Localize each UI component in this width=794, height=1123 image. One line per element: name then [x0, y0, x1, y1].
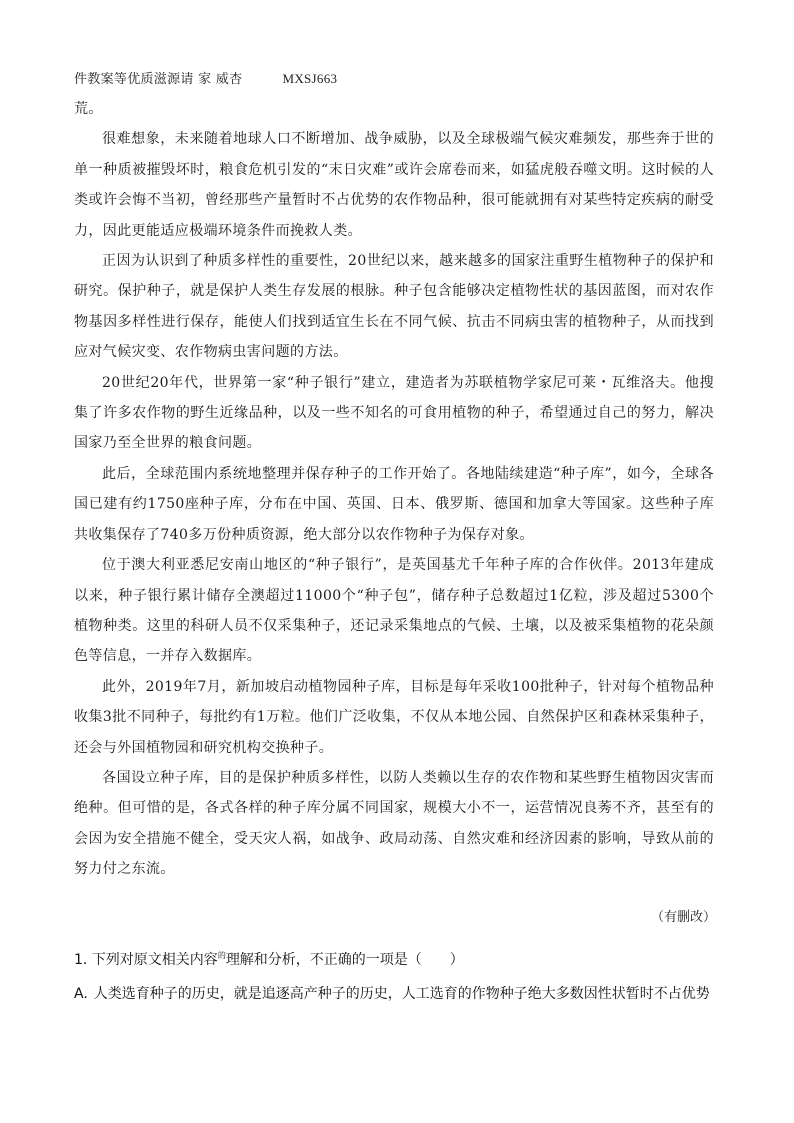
page-header — [74, 68, 337, 87]
paragraph: 很难想象，未来随着地球人口不断增加、战争威胁，以及全球极端气候灾难频发，那些奔于世的单一种质被摧毁坏时，粮食危机引发的“末日灾难”或许会席卷而来，如猛虎般吞噬文明。这时候的人类或许会悔不当初，曾经那些产量暂时不占优势的农作物品种，很可能就拥有对某些特定疾病的耐受力，因此更能适应极端环境条件而挽救人类。 — [74, 131, 714, 239]
question-suffix: 理解和分析，不正确的一项是（ ） — [225, 952, 464, 968]
paragraph: 正因为认识到了种质多样性的重要性，20世纪以来，越来越多的国家注重野生植物种子的保护和研究。保护种子，就是保护人类生存发展的根脉。种子包含能够决定植物性状的基因蓝图，而对农作物基因多样性进行保存，能使人们找到适宜生长在不同气候、抗击不同病虫害的植物种子，从而找到应对气候灾变、农作物病虫害问题的方法。 — [74, 253, 714, 361]
option-text: 人类选育种子的历史，就是追逐高产种子的历史，人工选育的作物种子绝大多数因性状暂时不占优势 — [93, 986, 710, 1002]
paragraph: 位于澳大利亚悉尼安南山地区的“种子银行”，是英国基尤千年种子库的合作伙伴。2013年建成以来，种子银行累计储存全澳超过11000个“种子包”，储存种子总数超过1亿粒，涉及超过5300个植物种类。这里的科研人员不仅采集种子，还记录采集地点的气候、土壤，以及被采集植物的花朵颜色等信息，一并存入数据库。 — [74, 557, 714, 665]
question-stem — [74, 946, 724, 970]
lead-fragment: 荒。 — [74, 101, 103, 117]
question-prefix: 1. 下列对原文相关内容 — [74, 952, 218, 968]
paragraph: 此后，全球范围内系统地整理并保存种子的工作开始了。各地陆续建造“种子库”，如今，全球各国已建有约1750座种子库，分布在中国、英国、日本、俄罗斯、德国和加拿大等国家。这些种子库共收集保存了740多万份种质资源，绝大部分以农作物种子为保存对象。 — [74, 465, 714, 543]
watermark-text: 件教案等优质滋源请 家 威杏 — [74, 72, 243, 87]
paragraph: 20世纪20年代，世界第一家“种子银行”建立，建造者为苏联植物学家尼可莱・瓦维洛夫。他搜集了许多农作物的野生近缘品种，以及一些不知名的可食用植物的种子，希望通过自己的努力，解决国家乃至全世界的粮食问题。 — [74, 374, 714, 452]
edit-note: （有删改） — [650, 910, 716, 925]
paragraph: 此外，2019年7月，新加坡启动植物园种子库，目标是每年采收100批种子，针对每个植物品种收集3批不同种子，每批约有1万粒。他们广泛收集，不仅从本地公园、自然保护区和森林采集种子，还会与外国植物园和研究机构交换种子。 — [74, 678, 714, 756]
option-label: A. — [74, 986, 88, 1002]
paragraph: 各国设立种子库，目的是保护种质多样性，以防人类赖以生存的农作物和某些野生植物因灾害而绝种。但可惜的是，各式各样的种子库分属不同国家，规模大小不一，运营情况良莠不齐，甚至有的会因为安全措施不健全，受天灾人祸，如战争、政局动荡、自然灾难和经济因素的影响，导致从前的努力付之东流。 — [74, 769, 714, 878]
article-body — [74, 94, 714, 885]
question-superscript: 的 — [217, 951, 226, 960]
document-code: MXSJ663 — [282, 71, 338, 86]
option-a[interactable] — [74, 984, 734, 1004]
